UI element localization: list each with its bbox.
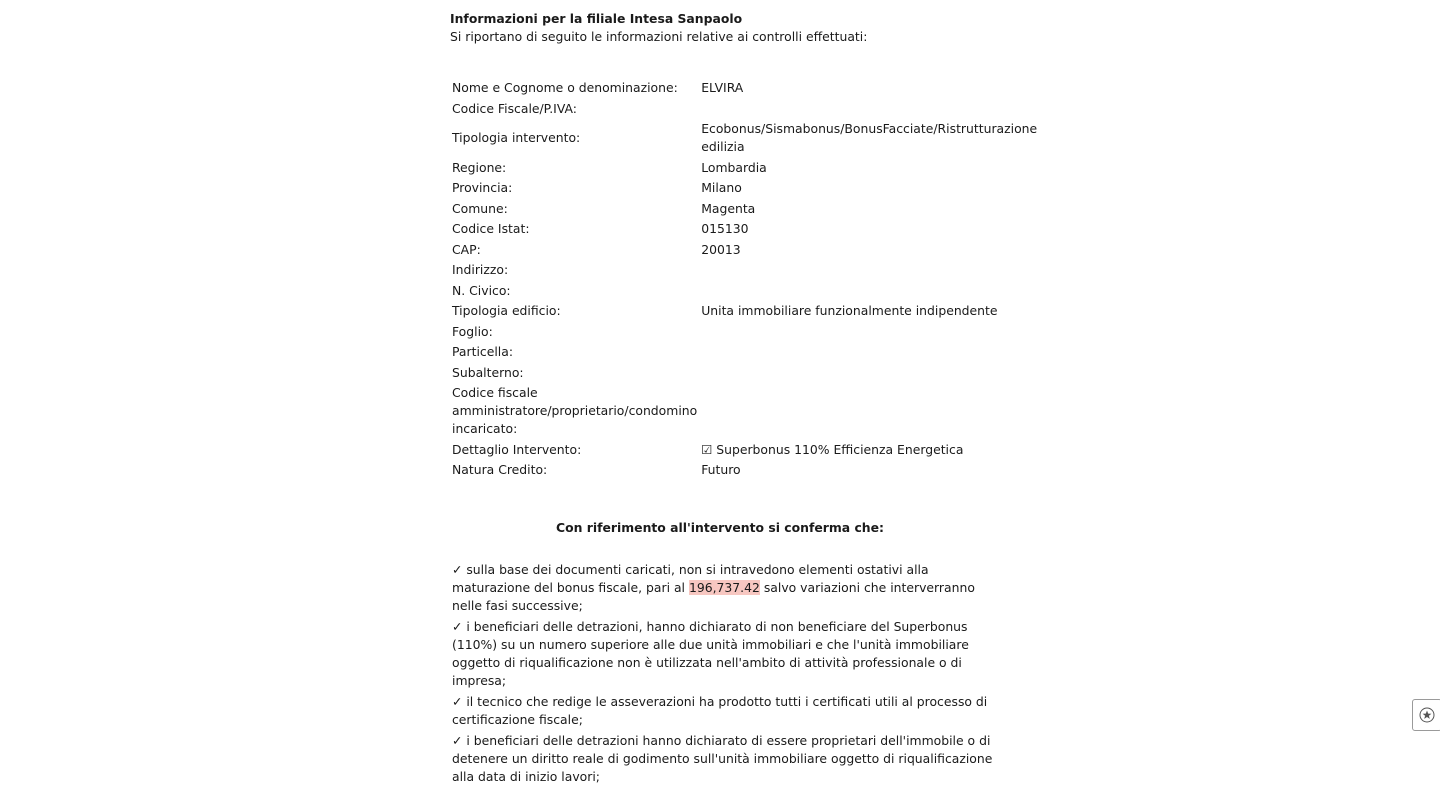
info-label: Tipologia edificio: [452,303,561,318]
info-value [699,322,1039,343]
accessibility-widget-button[interactable] [1412,699,1440,731]
info-value [699,363,1039,384]
info-label: Codice Istat: [452,221,530,236]
info-value: Ecobonus/Sismabonus/BonusFacciate/Ristrutturazione edilizia [701,121,1038,154]
info-row [450,178,1039,199]
info-label: N. Civico: [452,282,511,298]
info-label: Nome e Cognome o denominazione: [452,80,678,95]
check-icon: ✓ [452,561,463,577]
info-label: Dettaglio Intervento: [452,441,582,457]
confirm-text: il tecnico che redige le asseverazioni ha prodotto tutti i certificati utili al processo di certificazione fiscale; [452,693,988,727]
info-value: 20013 [701,241,741,257]
check-icon: ✓ [452,693,463,709]
confirm-item [452,561,995,615]
confirm-text-after: salvo variazioni che interverranno nelle fasi successive; [452,579,975,613]
info-row [450,363,1039,384]
info-value [699,99,1039,120]
info-row [450,301,1039,322]
info-row [450,281,1039,302]
check-icon: ✓ [452,618,463,634]
info-value [699,281,1039,302]
info-value [699,383,1039,440]
confirm-item [452,693,995,729]
info-label: CAP: [452,241,481,257]
info-row [450,440,1039,461]
info-row [450,322,1039,343]
info-value [699,260,1039,281]
confirm-text: sulla base dei documenti caricati, non si intravedono elementi ostativi alla maturazione del bonus fiscale, pari al [452,561,929,595]
info-value: ELVIRA [701,80,744,95]
confirm-item [452,732,995,786]
info-value: Magenta [701,200,756,216]
document-heading: Informazioni per la filiale Intesa Sanpaolo [450,11,743,26]
confirm-list [450,561,995,786]
info-label: Codice Fiscale/P.IVA: [452,100,577,116]
info-row [450,119,1039,158]
info-value: ☑ Superbonus 110% Efficienza Energetica [701,441,964,457]
info-label: Foglio: [452,323,493,339]
info-value: Lombardia [701,159,767,175]
confirm-item [452,618,995,690]
confirm-title: Con riferimento all'intervento si conferma che: [556,519,884,535]
info-row [450,260,1039,281]
info-row [450,158,1039,179]
info-label: Provincia: [452,180,513,195]
info-label: Regione: [452,159,507,175]
info-value [699,342,1039,363]
info-value: Unita immobiliare funzionalmente indipendente [701,303,998,318]
info-row [450,240,1039,261]
info-value: Futuro [701,462,741,477]
info-row [450,78,1039,99]
info-row [450,383,1039,440]
info-label: Codice fiscale amministratore/proprietario/condomino incaricato: [452,385,698,436]
info-label: Indirizzo: [452,262,509,277]
info-table [450,78,1039,481]
document-subheading: Si riportano di seguito le informazioni relative ai controlli effettuati: [450,29,868,44]
info-row [450,460,1039,481]
info-value: 015130 [701,221,749,236]
info-row [450,219,1039,240]
info-row [450,199,1039,220]
info-value: Milano [701,180,742,195]
document-body [450,10,1038,789]
check-icon: ✓ [452,732,463,748]
info-label: Tipologia intervento: [452,130,581,145]
confirm-text: i beneficiari delle detrazioni hanno dichiarato di essere proprietari dell'immobile o di detenere un diritto reale di godimento sull'unità immobiliare oggetto di riqualificazione alla data di inizio lavori; [452,732,993,784]
info-row [450,99,1039,120]
confirm-text: i beneficiari delle detrazioni, hanno dichiarato di non beneficiare del Superbonus (110%) su un numero superiore alle due unità immobiliari e che l'unità immobiliare oggetto di riqualificazione non è utilizzata nell'ambito di attività professionale o di impresa; [452,618,969,688]
bonus-amount-highlight: 196,737.42 [688,579,760,595]
info-label: Comune: [452,200,508,216]
accessibility-star-icon [1419,707,1435,723]
info-label: Particella: [452,344,513,359]
info-label: Subalterno: [452,364,524,380]
info-label: Natura Credito: [452,462,548,477]
info-row [450,342,1039,363]
